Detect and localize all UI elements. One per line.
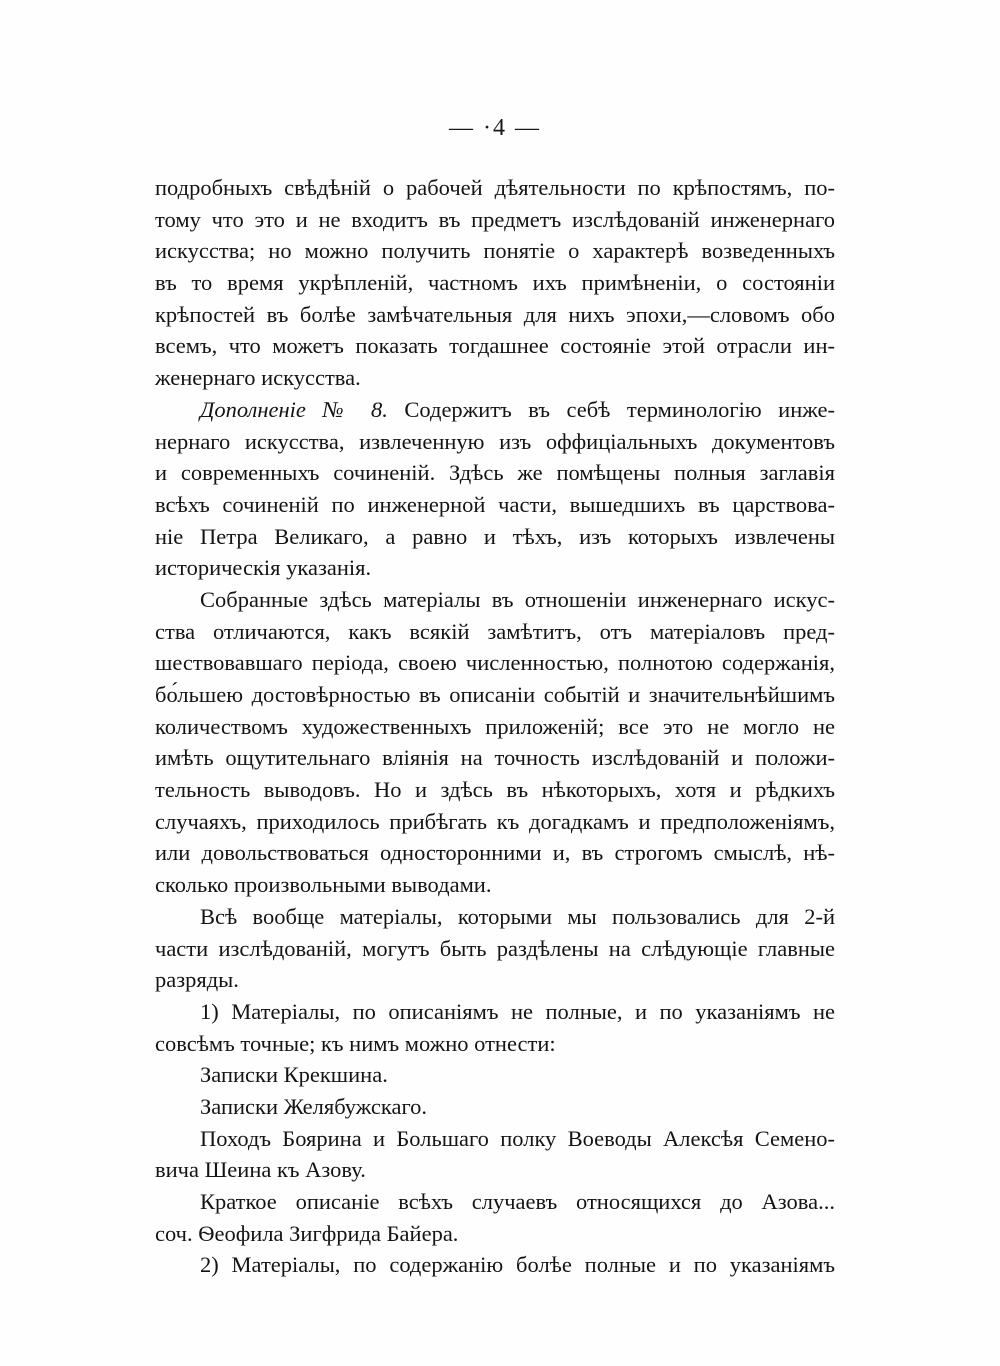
text-line [155,647,835,679]
text-line [155,616,835,648]
line-text: имѣть ощутительнаго вліянія на точность изслѣдованій и положи- [155,745,835,771]
line-text: вича Шеина къ Азову. [155,1157,366,1183]
text-line [155,1028,835,1060]
text-line [155,742,835,774]
line-text: Собранные здѣсь матеріалы въ отношеніи инженернаго искус- [200,586,835,612]
line-text: шествовавшаго періода, своею численностью, полнотою содержанія, [155,650,835,676]
text-line [155,774,835,806]
line-text: Записки Желябужскаго. [200,1093,427,1119]
line-text: Краткое описаніе всѣхъ случаевъ относящихся до Азова... [200,1189,835,1214]
text-line [155,362,835,394]
line-text: женернаго искусства. [155,365,361,391]
text-line [155,1186,835,1218]
text-line [155,1154,835,1186]
text-line [155,1091,835,1123]
line-text: подробныхъ свѣдѣній о рабочей дѣятельности по крѣпостямъ, по- [155,175,835,200]
text-line [155,394,835,426]
line-text: 1) Матеріалы, по описаніямъ не полные, и по указаніямъ не [200,998,835,1024]
line-text: количествомъ художественныхъ приложеній; все это не могло не [155,713,835,739]
text-line [155,679,835,711]
text-line [155,1218,835,1250]
paragraph [155,584,835,901]
paragraph [155,394,835,584]
line-text: совсѣмъ точные; къ нимъ можно отнести: [155,1030,556,1056]
text-line [155,837,835,869]
text-line [155,933,835,965]
body-text [155,172,835,1281]
line-text: ства отличаются, какъ всякій замѣтитъ, отъ матеріаловъ пред- [155,618,835,644]
line-text: Содержитъ въ себѣ терминологію инже- [387,396,835,422]
text-line [155,869,835,901]
line-text: 2) Матеріалы, по содержанію болѣе полные и по указаніямъ [200,1252,835,1278]
line-text: въ то время укрѣпленій, частномъ ихъ примѣненіи, о состояніи [155,270,835,296]
text-line [155,426,835,458]
line-text: случаяхъ, приходилось прибѣгать къ догадкамъ и предположеніямъ, [155,808,835,834]
paragraph [155,1123,835,1186]
text-line [155,457,835,489]
text-line [155,172,835,204]
text-line [155,521,835,553]
line-text: нернаго искусства, извлеченную изъ оффиціальныхъ документовъ [155,428,835,454]
line-text: тому что это и не входитъ въ предметъ изслѣдованій инженернаго [155,206,835,232]
line-text: Записки Крекшина. [200,1062,388,1088]
paragraph [155,172,835,394]
text-line [155,235,835,267]
paragraph [155,1186,835,1249]
appendix-heading: Дополненіе № 8. [200,396,388,422]
line-text: Походъ Боярина и Большаго полку Воеводы Алексѣя Семено- [200,1125,835,1151]
text-line [155,806,835,838]
text-line [155,996,835,1028]
line-text: части изслѣдованій, могутъ быть раздѣлены на слѣдующіе главные [155,935,835,961]
text-line [155,1249,835,1281]
line-text: всемъ, что можетъ показать тогдашнее состояніе этой отрасли ин- [155,333,835,359]
paragraph [155,1059,835,1091]
line-text: искусства; но можно получить понятіе о характерѣ возведенныхъ [155,238,835,264]
text-line [155,489,835,521]
paragraph [155,901,835,996]
text-line [155,1059,835,1091]
line-text: тельность выводовъ. Но и здѣсь въ нѣкоторыхъ, хотя и рѣдкихъ [155,777,835,803]
text-line [155,711,835,743]
line-text: соч. Ѳеофила Зигфрида Байера. [155,1220,459,1246]
text-line [155,552,835,584]
paragraph [155,1091,835,1123]
text-line [155,901,835,933]
paragraph [155,996,835,1059]
line-text: ніе Петра Великаго, а равно и тѣхъ, изъ которыхъ извлечены [155,523,835,549]
text-line [155,330,835,362]
line-text: историческія указанія. [155,555,372,581]
paragraph [155,1249,835,1281]
line-text: и современныхъ сочиненій. Здѣсь же помѣщены полныя заглавія [155,460,835,486]
line-text: разряды. [155,967,239,993]
page-number: — ·4 — [449,115,541,141]
text-line [155,964,835,996]
line-text: крѣпостей въ болѣе замѣчательныя для нихъ эпохи,—словомъ обо [155,301,835,327]
line-text: или довольствоваться односторонними и, въ строгомъ смыслѣ, нѣ- [155,840,835,866]
text-line [155,204,835,236]
line-text: сколько произвольными выводами. [155,872,492,898]
line-text: всѣхъ сочиненій по инженерной части, вышедшихъ въ царствова- [155,491,835,517]
text-line [155,1123,835,1155]
line-text: Всѣ вообще матеріалы, которыми мы пользовались для 2-й [200,903,835,929]
text-line [155,267,835,299]
text-line [155,584,835,616]
line-text: бо́льшею достовѣрностью въ описаніи событій и значительнѣйшимъ [155,682,835,707]
text-line [155,299,835,331]
